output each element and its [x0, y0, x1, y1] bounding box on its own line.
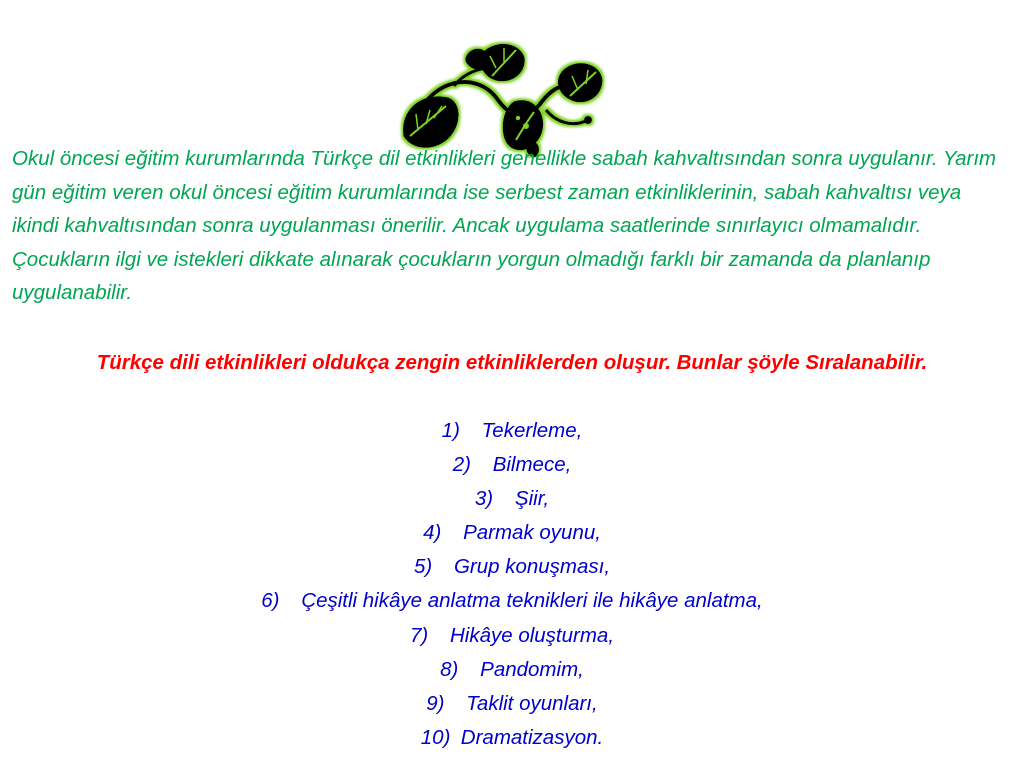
list-item-number: 8) — [440, 657, 459, 681]
list-item-number: 5) — [413, 555, 433, 579]
list-item-number: 1) — [441, 419, 460, 442]
activities-heading: Türkçe dili etkinlikleri oldukça zengin etkinliklerden oluşur. Bunlar şöyle Sıralanabilir. — [96, 351, 928, 374]
list-item-text: Çeşitli hikâye anlatma teknikleri ile hikâye anlatma, — [301, 589, 763, 613]
list-item — [0, 448, 1024, 482]
list-item-number: 3) — [474, 487, 494, 511]
list-item-text: Hikâye oluşturma, — [449, 623, 615, 647]
list-item — [0, 687, 1024, 721]
list-item — [0, 482, 1024, 516]
list-item-text: Bilmece, — [492, 453, 572, 477]
list-item — [0, 550, 1024, 584]
list-item-number: 7) — [409, 623, 429, 647]
list-item-text: Grup konuşması, — [453, 555, 611, 579]
list-item-text: Dramatizasyon. — [460, 725, 604, 749]
list-item-number: 2) — [452, 453, 471, 477]
list-item-number: 6) — [261, 589, 280, 613]
list-item — [0, 619, 1024, 653]
intro-paragraph: Okul öncesi eğitim kurumlarında Türkçe dil etkinlikleri genellikle sabah kahvaltısından sonra uygulanır. Yarım gün eğitim veren okul öncesi eğitim kurumlarında ise serbest zaman etkinliklerinin, sabah kahvaltısı veya ikindi kahvaltısından sonra uygulanması önerilir. Ancak uygulama saatlerinde sınırlayıcı olmamalıdır. Çocukların ilgi ve istekleri dikkate alınarak çocukların yorgun olmadığı farklı bir zamanda da planlanıp uygulanabilir. — [12, 147, 997, 304]
list-item-text: Parmak oyunu, — [463, 521, 601, 545]
list-item-number: 10) — [420, 725, 451, 749]
list-item — [0, 584, 1024, 618]
list-item — [0, 516, 1024, 550]
list-item-text: Tekerleme, — [481, 419, 583, 442]
list-item-text: Taklit oyunları, — [466, 691, 598, 715]
list-item-number: 9) — [426, 691, 445, 715]
activity-list — [0, 414, 1024, 755]
leafy-vine-ornament-icon — [396, 40, 608, 158]
list-item-text: Pandomim, — [480, 657, 584, 681]
list-item — [0, 721, 1024, 755]
list-item — [0, 414, 1024, 448]
list-item-text: Şiir, — [514, 487, 550, 511]
list-item-number: 4) — [423, 521, 442, 545]
list-item — [0, 653, 1024, 687]
